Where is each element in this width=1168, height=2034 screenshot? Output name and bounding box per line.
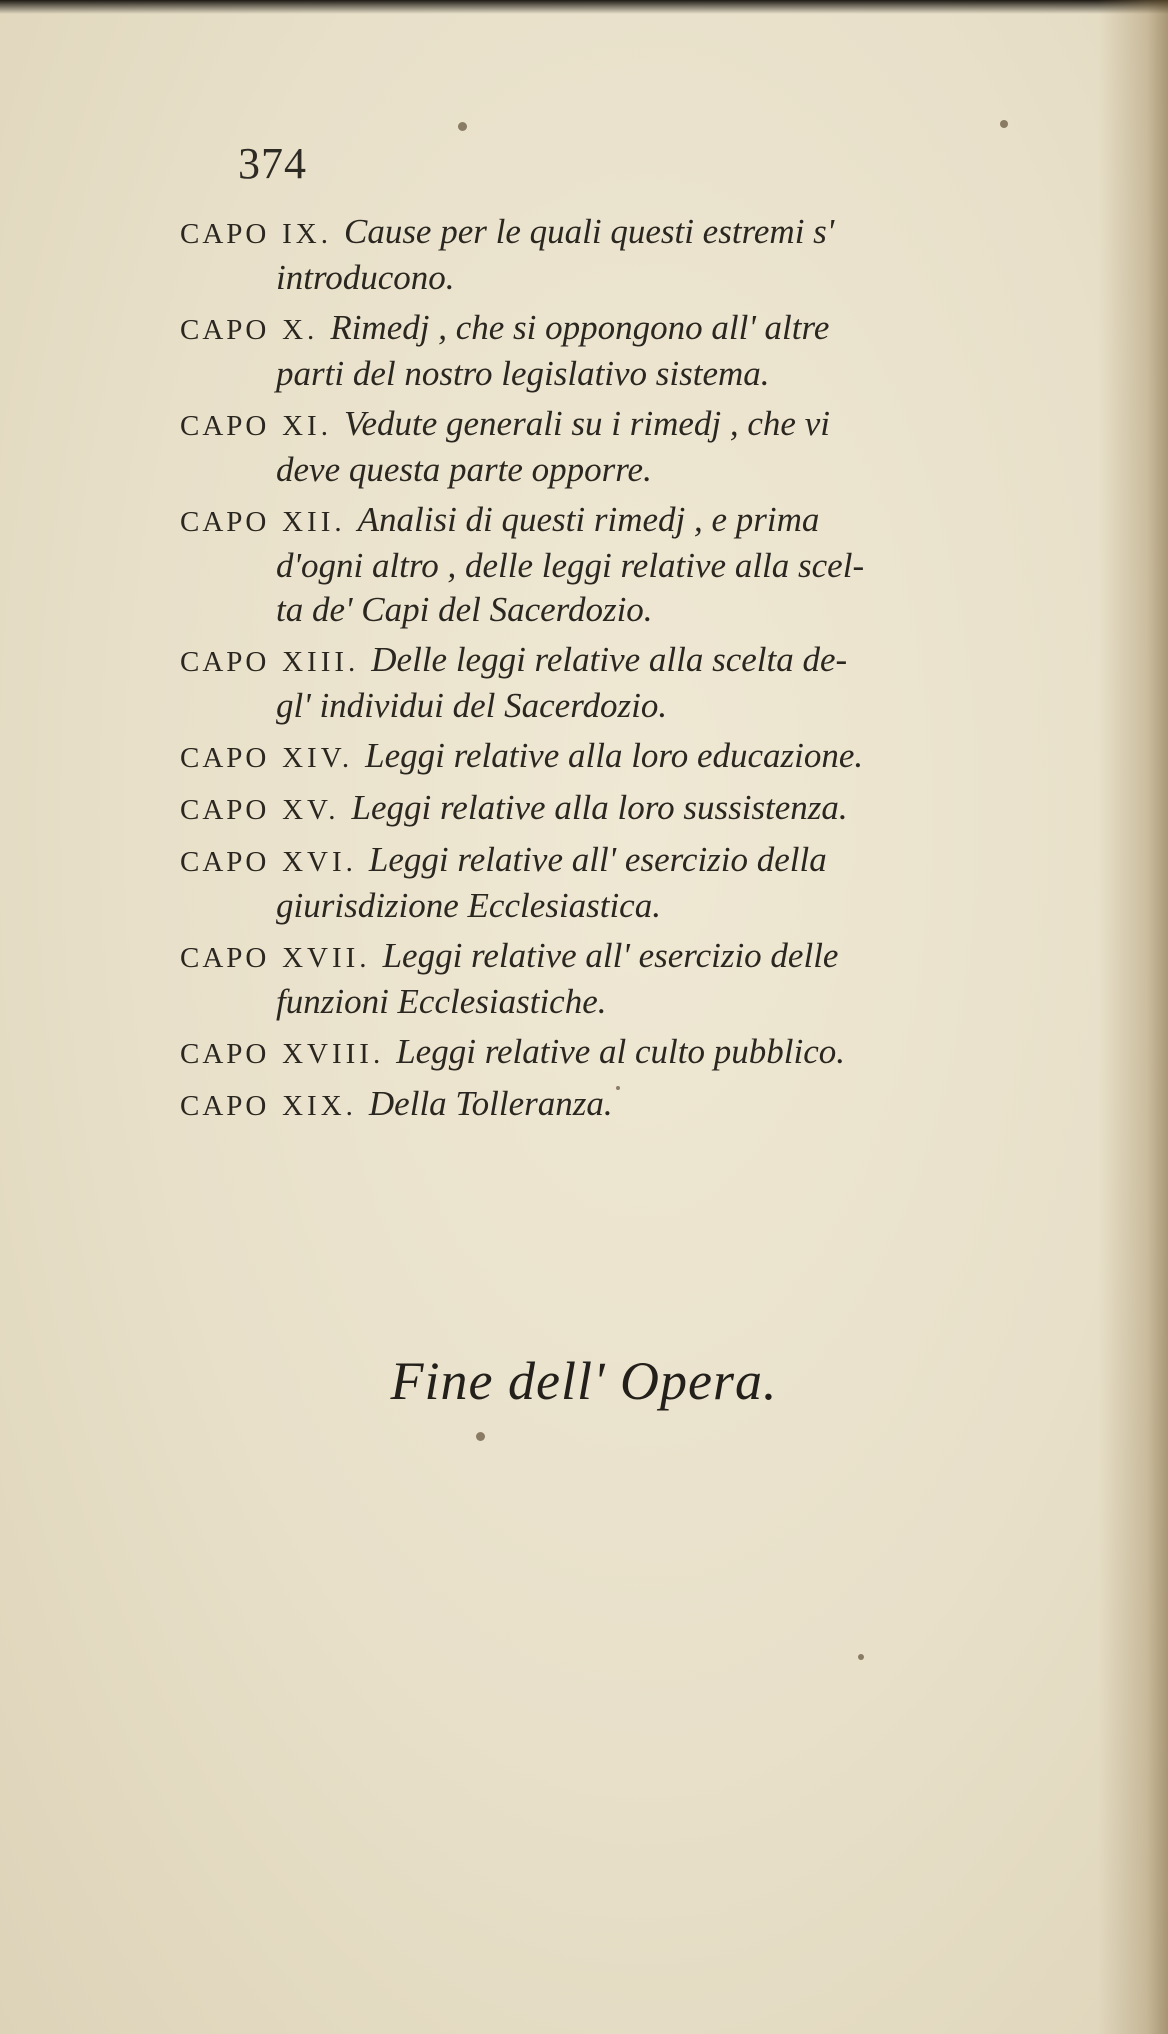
capo-title-line: Leggi relative all' esercizio delle <box>382 936 839 975</box>
capo-numeral: XVIII. <box>282 1038 385 1070</box>
capo-label: CAPO <box>180 1038 270 1070</box>
toc-entry-first-line <box>180 498 1060 544</box>
capo-title-line: Cause per le quali questi estremi s' <box>343 212 835 251</box>
capo-title-line: Rimedj , che si oppongono all' altre <box>330 308 830 347</box>
toc-entry-capo-ix <box>180 210 1060 300</box>
capo-title-line: Della Tolleranza. <box>368 1084 613 1123</box>
page-number: 374 <box>238 139 307 188</box>
toc-entry-first-line <box>180 786 1060 832</box>
paper-speck <box>458 122 467 131</box>
capo-numeral: XVI. <box>282 846 357 878</box>
toc-entry-capo-xvi <box>180 838 1060 928</box>
capo-title-line: Vedute generali su i rimedj , che vi <box>343 404 830 443</box>
toc-entry-first-line <box>180 934 1060 980</box>
capo-title-line: deve questa parte opporre. <box>276 450 652 489</box>
capo-title-line: Leggi relative alla loro sussistenza. <box>351 788 848 827</box>
capo-label: CAPO <box>180 506 270 538</box>
capo-numeral: XIX. <box>282 1090 357 1122</box>
toc-entry-capo-xii <box>180 498 1060 632</box>
capo-label: CAPO <box>180 1090 270 1122</box>
toc-entry-first-line <box>180 402 1060 448</box>
toc-entry-capo-xv <box>180 786 1060 832</box>
capo-title-line: Leggi relative all' esercizio della <box>368 840 827 879</box>
toc-entry-first-line <box>180 734 1060 780</box>
paper-speck <box>1000 120 1008 128</box>
table-of-contents <box>180 210 1060 1134</box>
toc-entry-capo-xvii <box>180 934 1060 1024</box>
capo-label: CAPO <box>180 314 270 346</box>
capo-label: CAPO <box>180 794 270 826</box>
capo-label: CAPO <box>180 942 270 974</box>
toc-entry-first-line <box>180 638 1060 684</box>
closing-line: Fine dell' Opera. <box>390 1351 778 1411</box>
paper-speck <box>858 1654 864 1660</box>
capo-title-line: funzioni Ecclesiastiche. <box>276 982 607 1021</box>
capo-numeral: XII. <box>282 506 346 538</box>
capo-label: CAPO <box>180 410 270 442</box>
toc-entry-first-line <box>180 1082 1060 1128</box>
capo-title-line: ta de' Capi del Sacerdozio. <box>276 590 653 629</box>
capo-numeral: X. <box>282 314 319 346</box>
capo-title-line: d'ogni altro , delle leggi relative alla scel- <box>276 546 865 585</box>
capo-title-line: parti del nostro legislativo sistema. <box>276 354 770 393</box>
paper-speck <box>476 1432 485 1441</box>
page-right-edge <box>1098 0 1168 2034</box>
toc-entry-first-line <box>180 306 1060 352</box>
capo-label: CAPO <box>180 742 270 774</box>
capo-numeral: IX. <box>282 218 332 250</box>
capo-numeral: XIII. <box>282 646 360 678</box>
capo-numeral: XIV. <box>282 742 354 774</box>
capo-title-line: Delle leggi relative alla scelta de- <box>371 640 848 679</box>
toc-entry-capo-xiii <box>180 638 1060 728</box>
capo-label: CAPO <box>180 646 270 678</box>
capo-label: CAPO <box>180 846 270 878</box>
toc-entry-capo-xi <box>180 402 1060 492</box>
capo-title-line: introducono. <box>276 258 455 297</box>
toc-entry-capo-xiv <box>180 734 1060 780</box>
toc-entry-capo-xviii <box>180 1030 1060 1076</box>
capo-title-line: Leggi relative al culto pubblico. <box>396 1032 845 1071</box>
capo-label: CAPO <box>180 218 270 250</box>
toc-entry-first-line <box>180 1030 1060 1076</box>
capo-title-line: Leggi relative alla loro educazione. <box>365 736 864 775</box>
capo-title-line: gl' individui del Sacerdozio. <box>276 686 668 725</box>
toc-entry-first-line <box>180 210 1060 256</box>
toc-entry-first-line <box>180 838 1060 884</box>
page-top-shadow <box>0 0 1168 14</box>
capo-numeral: XV. <box>282 794 340 826</box>
toc-entry-capo-xix <box>180 1082 1060 1128</box>
capo-numeral: XVII. <box>282 942 371 974</box>
toc-entry-capo-x <box>180 306 1060 396</box>
capo-title-line: Analisi di questi rimedj , e prima <box>357 500 820 539</box>
capo-title-line: giurisdizione Ecclesiastica. <box>276 886 661 925</box>
capo-numeral: XI. <box>282 410 332 442</box>
